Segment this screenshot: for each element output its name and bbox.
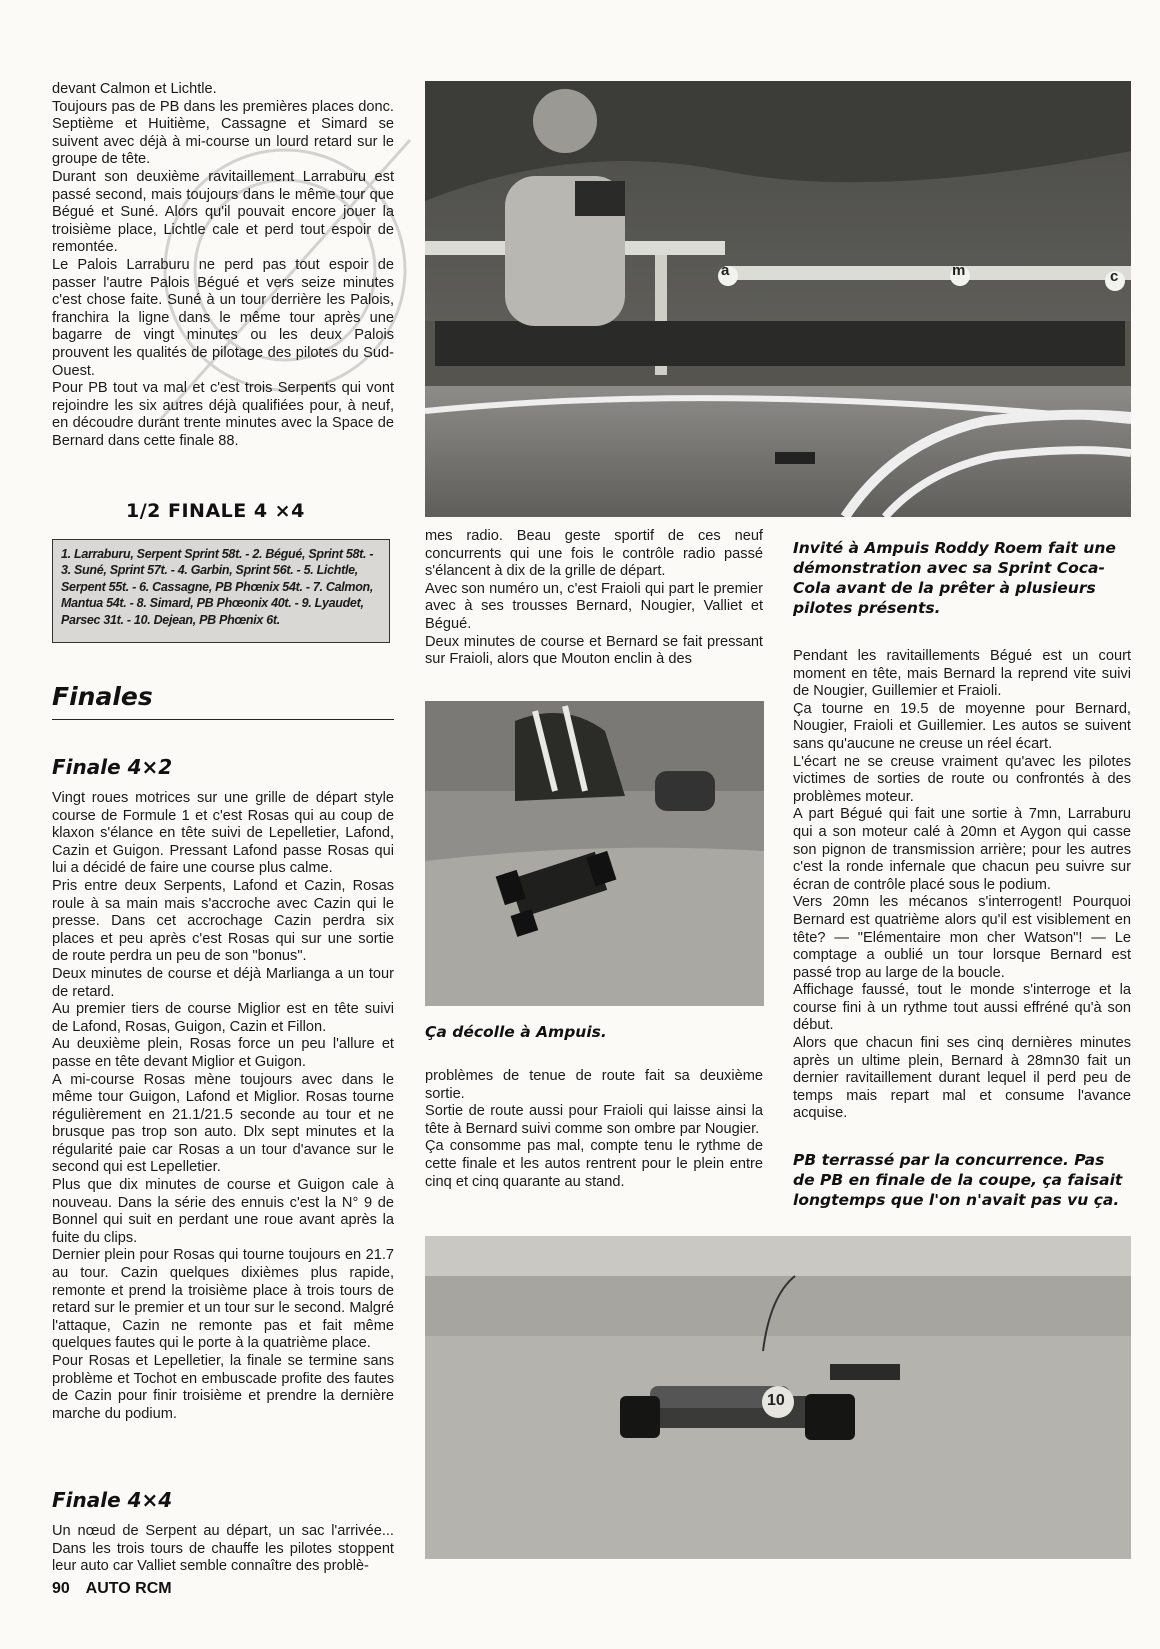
finale-4x4-body <box>52 1523 394 1576</box>
paragraph: Vingt roues motrices sur une grille de départ style course de Formule 1 et c'est Rosas qui au coup de klaxon s'élance en tête suivi de Lepelletier, Lafond, Cazin et Guigon. Pressant Lafond passe Rosas qui lui a décidé de faire une course plus calme. <box>52 790 394 877</box>
paragraph: devant Calmon et Lichtle. <box>52 81 217 97</box>
paragraph: Vers 20mn les mécanos s'interrogent! Pourquoi Bernard est quatrième alors qu'il est visiblement en tête? — "Elémentaire mon cher Watson"! — Le comptage a oublié un tour lorsque Bernard est passé trop au large de la boucle. <box>793 894 1131 981</box>
paragraph: Plus que dix minutes de course et Guigon cale à nouveau. Dans la série des ennuis c'est la N° 9 de Bonnel qui suit en perdant une roue avant après la fuite du clips. <box>52 1177 394 1246</box>
demi-finale-results: 1. Larraburu, Serpent Sprint 58t. - 2. Bégué, Sprint 58t. - 3. Suné, Sprint 57t. - 4. Garbin, Sprint 56t. - 5. Lichtle, Serpent 55t. - 6. Cassagne, PB Phœnix 54t. - 7. Calmon, Mantua 54t. - 8. Simard, PB Phœonix 40t. - 9. Lyaudet, Parsec 31t. - 10. Dejean, PB Phœnix 6t. <box>61 547 374 627</box>
paragraph: problèmes de tenue de route fait sa deuxième sortie. <box>425 1068 763 1102</box>
track-banner-letter: a <box>721 262 730 279</box>
paragraph: Au premier tiers de course Miglior est en tête suivi de Lafond, Rosas, Guigon, Cazin et Fillon. <box>52 1001 394 1035</box>
photo-car-10 <box>425 1236 1131 1559</box>
paragraph: Durant son deuxième ravitaillement Larraburu est passé second, mais toujours dans le même tour que Bégué et Suné. Alors qu'il pouvait encore jouer la troisième place, Lichtle cale et perd tout espoir de remontée. <box>52 168 394 256</box>
col2-top <box>425 528 763 669</box>
paragraph: Deux minutes de course et déjà Marlianga a un tour de retard. <box>52 965 394 1000</box>
paragraph: L'écart ne se creuse vraiment qu'avec les pilotes victimes de sorties de route ou confrontés à des problèmes moteur. <box>793 753 1131 805</box>
col2-bottom <box>425 1068 763 1191</box>
finale-4x2-body <box>52 790 394 1423</box>
paragraph: Affichage faussé, tout le monde s'interroge et la course fini à un rythme tout aussi effréné qu'à son début. <box>793 982 1131 1034</box>
car-number: 10 <box>767 1392 785 1409</box>
paragraph: mes radio. Beau geste sportif de ces neuf concurrents qui une fois le contrôle radio passé s'élancent à dix de la grille de départ. <box>425 528 763 580</box>
paragraph: Pris entre deux Serpents, Lafond et Cazin, Rosas roule à sa main mais s'accroche avec Cazin qui le presse. Dans cet accrochage Cazin perdra six places et peu après c'est Rosas qui sur une sortie de route perdra un peu de son "bonus". <box>52 877 394 965</box>
page-number: 90 <box>52 1580 70 1597</box>
col3-body <box>793 648 1131 1123</box>
col1-intro <box>52 81 394 450</box>
section-divider <box>52 719 394 720</box>
photo-pilot-track <box>425 81 1131 517</box>
photo-pilot-track-svg <box>425 81 1131 517</box>
paragraph: A part Bégué qui fait une sortie à 7mn, Larraburu qui a son moteur calé à 20mn et Aygon qui casse son pignon de transmission arrière; pour les autres c'est la ronde infernale que chacun peu suivre sur écran de contrôle placé sous le podium. <box>793 806 1131 893</box>
demi-finale-results-box <box>52 539 390 643</box>
paragraph: Pour Rosas et Lepelletier, la finale se termine sans problème et Tochot en embuscade profite des fautes de Cazin pour finir troisième et prendre la dernière marche du podium. <box>52 1353 394 1422</box>
caption-jump: Ça décolle à Ampuis. <box>425 1023 607 1041</box>
paragraph: Deux minutes de course et Bernard se fait pressant sur Fraioli, alors que Mouton enclin à des <box>425 633 763 668</box>
paragraph: Dernier plein pour Rosas qui tourne toujours en 21.7 au tour. Cazin quelques dixièmes plus rapide, remonte et prend la troisième place à trois tours de retard sur le premier et un tour sur le second. Malgré l'attaque, Cazin ne remonte pas et fait même quelques fautes qui le porte à la quatrième place. <box>52 1247 394 1352</box>
footer <box>52 1580 184 1598</box>
demi-finale-title: 1/2 FINALE 4 ×4 <box>126 500 305 522</box>
magazine-name: AUTO RCM <box>85 1580 172 1597</box>
paragraph: Avec son numéro un, c'est Fraioli qui part le premier avec à ses trousses Bernard, Nougier, Valliet et Bégué. <box>425 580 763 632</box>
track-banner-letter: m <box>952 262 966 279</box>
paragraph: Le Palois Larraburu ne perd pas tout espoir de passer l'autre Palois Bégué et vers seize minutes c'est chose faite. Suné à un tour derrière les Palois, franchira la ligne dans le même tour après une bagarre de vingt minutes ou les deux Palois prouvent les qualités de pilotage des pilotes du Sud-Ouest. <box>52 256 394 379</box>
paragraph: Alors que chacun fini ses cinq dernières minutes après un ultime plein, Bernard à 28mn30 fait un dernier ravitaillement durant lequel il perd peu de temps mais repart mal et consume l'avance acquise. <box>793 1035 1131 1122</box>
paragraph: Pour PB tout va mal et c'est trois Serpents qui vont rejoindre les six autres déjà qualifiées pour, à neuf, en découdre durant trente minutes avec la Space de Bernard dans cette finale 88. <box>52 380 394 449</box>
paragraph: Toujours pas de PB dans les premières places donc. Septième et Huitième, Cassagne et Simard se suivent avec déjà à mi-course un lourd retard sur le groupe de tête. <box>52 98 394 168</box>
photo-car-jump-svg <box>425 701 764 1006</box>
paragraph: A mi-course Rosas mène toujours avec dans le même tour Guigon, Lafond et Miglior. Rosas tourne régulièrement en 21.1/21.5 seconde au tour et ne brusque pas trop son auto. Dlx sept minutes et la régularité paie car Rosas a un tour d'avance sur le second qui est Lepelletier. <box>52 1071 394 1176</box>
paragraph: Un nœud de Serpent au départ, un sac l'arrivée... Dans les trois tours de chauffe les pilotes stoppent leur auto car Valliet semble connaître des problè- <box>52 1523 394 1575</box>
paragraph: Sortie de route aussi pour Fraioli qui laisse ainsi la tête à Bernard suivi comme son ombre par Nougier. <box>425 1103 763 1137</box>
section-title: Finales <box>52 682 153 711</box>
paragraph: Ça consomme pas mal, compte tenu le rythme de cette finale et les autos rentrent pour le plein entre cinq et cinq quarante au stand. <box>425 1138 763 1190</box>
caption-pb: PB terrassé par la concurrence. Pas de PB en finale de la coupe, ça faisait longtemps que l'on n'avait pas vu ça. <box>793 1151 1123 1209</box>
paragraph: Au deuxième plein, Rosas force un peu l'allure et passe en tête devant Miglior et Guigon. <box>52 1036 394 1070</box>
paragraph: Pendant les ravitaillements Bégué est un court moment en tête, mais Bernard la reprend vite suivi de Nougier, Guillemier et Fraioli. <box>793 648 1131 700</box>
track-banner-letter: c <box>1110 268 1119 285</box>
paragraph: Ça tourne en 19.5 de moyenne pour Bernard, Nougier, Fraioli et Guillemier. Les autos se suivent sans qu'aucune ne creuse un réel écart. <box>793 700 1131 752</box>
photo-car-jump <box>425 701 764 1006</box>
caption-roem: Invité à Ampuis Roddy Roem fait une démonstration avec sa Sprint Coca-Cola avant de la prêter à plusieurs pilotes présents. <box>793 539 1116 617</box>
finale-4x4-title: Finale 4×4 <box>52 1488 173 1512</box>
finale-4x2-title: Finale 4×2 <box>52 755 173 779</box>
